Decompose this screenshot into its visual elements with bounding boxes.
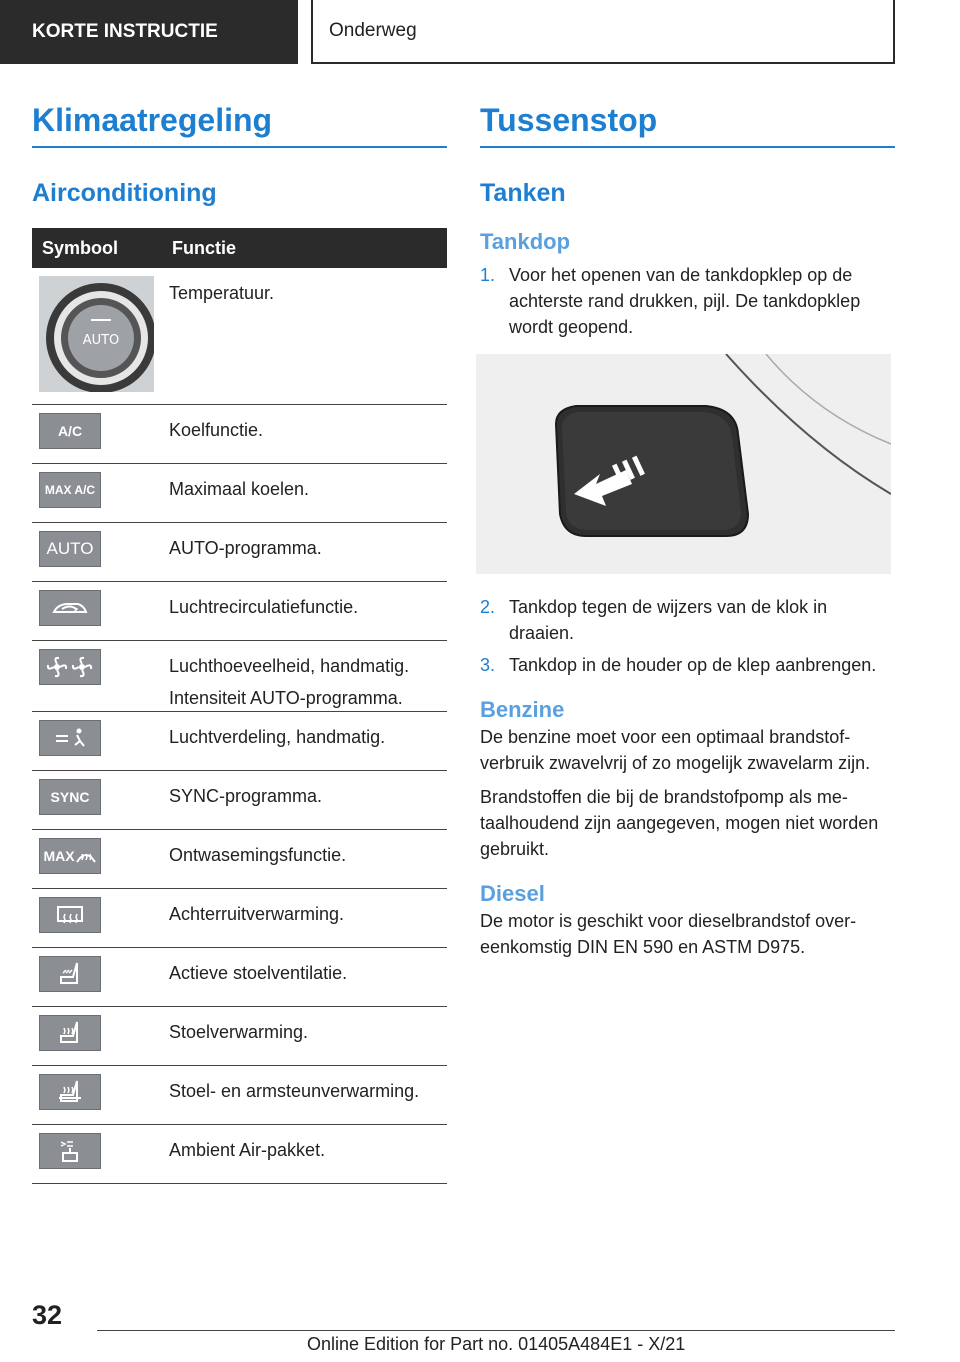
table-row: MAX A/C Maximaal koelen. — [32, 463, 447, 522]
tankdop-heading: Tankdop — [480, 229, 571, 254]
table-row: AUTO Temperatuur. — [32, 268, 447, 404]
svg-text:AUTO: AUTO — [82, 333, 120, 348]
seat-armrest-heating-icon — [39, 1074, 101, 1110]
temperature-knob-icon — [39, 276, 154, 392]
benzine-paragraph-2: Brandstoffen die bij de brandstofpomp als metaalhoudend zijn aangegeven, mogen niet worden gebruikt. — [480, 787, 879, 859]
tankdop-steps-continued — [480, 594, 895, 678]
table-row: SYNC SYNC-programma. — [32, 770, 447, 829]
fuel-flap-illustration — [476, 354, 891, 574]
list-item: 2. Tankdop tegen de wijzers van de klok in draaien. — [480, 597, 828, 643]
max-ac-button-icon: MAX A/C — [39, 472, 101, 508]
table-row: AUTO AUTO-programma. — [32, 522, 447, 581]
footer-divider — [97, 1330, 895, 1331]
table-row: Luchtverdeling, handmatig. — [32, 711, 447, 770]
recirculation-button-icon — [39, 590, 101, 626]
list-item: 1. Voor het openen van de tankdopklep op de achterste rand drukken, pijl. De tankdopklep wordt geopend. — [480, 265, 861, 337]
table-row: Luchtrecirculatiefunctie. — [32, 581, 447, 640]
table-row: MAX Ontwasemingsfunctie. — [32, 829, 447, 888]
ambient-air-icon — [39, 1133, 101, 1169]
seat-ventilation-icon — [39, 956, 101, 992]
column-header-symbol: Symbool — [32, 228, 162, 268]
left-column — [32, 100, 447, 1184]
tankdop-steps — [480, 262, 895, 340]
edition-footer: Online Edition for Part no. 01405A484E1 - X/21 — [307, 1334, 686, 1354]
rear-window-heating-icon — [39, 897, 101, 933]
diesel-paragraph: De motor is geschikt voor dieselbrandstof overeenkomstig DIN EN 590 en ASTM D975. — [480, 911, 857, 957]
benzine-paragraph-1: De benzine moet voor een optimaal brandstofverbruik zwavelvrij of zo mogelijk zwavelarm zijn. — [480, 727, 871, 773]
table-row: Stoel- en armsteunverwarming. — [32, 1065, 447, 1124]
right-column — [480, 100, 895, 960]
auto-button-icon: AUTO — [39, 531, 101, 567]
fan-button-icon — [39, 649, 101, 685]
climate-symbol-table — [32, 228, 447, 1184]
subsection-title: Airconditioning — [32, 179, 217, 207]
table-row: Achterruitverwarming. — [32, 888, 447, 947]
benzine-heading: Benzine — [480, 697, 565, 722]
ac-button-icon: A/C — [39, 413, 101, 449]
table-row: Luchthoeveelheid, handmatig. Intensiteit AUTO-programma. — [32, 640, 447, 711]
section-title: Tussenstop — [480, 100, 895, 148]
table-row: Actieve stoelventilatie. — [32, 947, 447, 1006]
defrost-button-icon: MAX — [39, 838, 101, 874]
page-number: 32 — [32, 1300, 63, 1330]
air-distribution-button-icon — [39, 720, 101, 756]
list-item: 3. Tankdop in de houder op de klep aanbrengen. — [480, 655, 877, 675]
sync-button-icon: SYNC — [39, 779, 101, 815]
chapter-tab[interactable]: Onderweg — [311, 0, 895, 64]
table-row: A/C Koelfunctie. — [32, 404, 447, 463]
section-tab[interactable]: KORTE INSTRUCTIE — [0, 0, 298, 64]
table-row: Ambient Air-pakket. — [32, 1124, 447, 1183]
seat-heating-icon — [39, 1015, 101, 1051]
column-header-function: Functie — [162, 228, 447, 268]
diesel-heading: Diesel — [480, 881, 545, 906]
section-title: Klimaatregeling — [32, 100, 447, 148]
table-row: Stoelverwarming. — [32, 1006, 447, 1065]
subsection-title: Tanken — [480, 179, 566, 207]
